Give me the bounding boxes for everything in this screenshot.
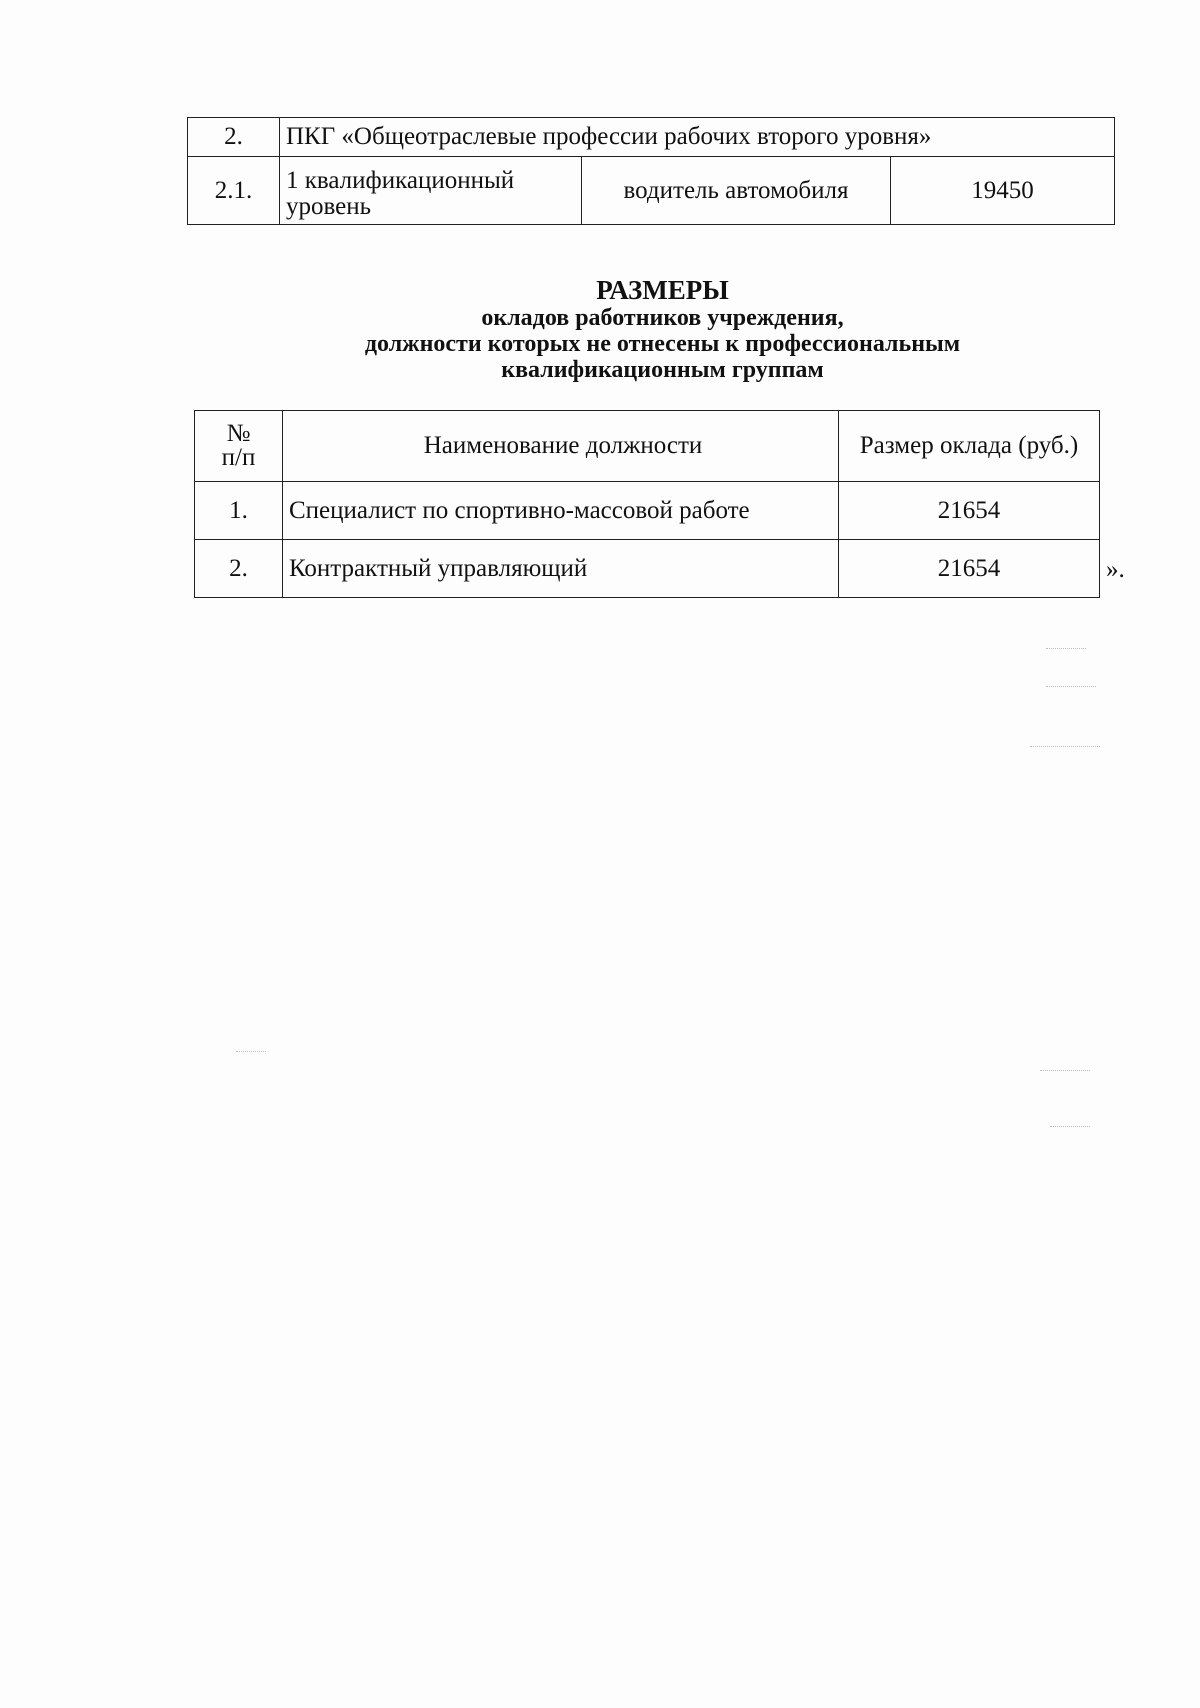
- salary-value: 19450: [891, 157, 1115, 225]
- table-row: [195, 540, 1100, 598]
- heading-line-1: окладов работников учреждения,: [481, 305, 844, 331]
- position-name: водитель автомобиля: [582, 157, 891, 225]
- heading-title: РАЗМЕРЫ: [596, 275, 729, 305]
- qualification-level: 1 квалификационный уровень: [280, 157, 582, 225]
- scan-artifact: [1030, 746, 1100, 748]
- scan-artifact: [1046, 648, 1086, 650]
- group-number: 2.: [188, 118, 280, 157]
- salary-table: [194, 410, 1100, 598]
- row-number: 2.1.: [188, 157, 280, 225]
- scan-artifact: [236, 1051, 266, 1053]
- salary-value: 21654: [839, 482, 1100, 540]
- professional-group-table: [187, 117, 1115, 225]
- header-number: [195, 411, 283, 482]
- scan-artifact: [1040, 1070, 1090, 1072]
- header-number-sub: п/п: [221, 444, 256, 471]
- header-salary: Размер оклада (руб.): [839, 411, 1100, 482]
- header-position-name: Наименование должности: [283, 411, 839, 482]
- table-row: [188, 157, 1115, 225]
- position-name: Контрактный управляющий: [283, 540, 839, 598]
- table-header-row: [195, 411, 1100, 482]
- table-row-group: [188, 118, 1115, 157]
- row-number: 2.: [195, 540, 283, 598]
- group-title: ПКГ «Общеотраслевые профессии рабочих второго уровня»: [280, 118, 1115, 157]
- scan-artifact: [1050, 1126, 1090, 1128]
- section-heading: [0, 275, 1200, 383]
- table-row: [195, 482, 1100, 540]
- heading-line-3: квалификационным группам: [501, 357, 824, 383]
- scan-artifact: [1046, 686, 1096, 688]
- heading-line-2: должности которых не отнесены к профессиональным: [364, 331, 961, 357]
- closing-quote: ».: [1106, 556, 1125, 583]
- salary-value: 21654: [839, 540, 1100, 598]
- header-number-symbol: №: [226, 420, 251, 447]
- position-name: Специалист по спортивно-массовой работе: [283, 482, 839, 540]
- row-number: 1.: [195, 482, 283, 540]
